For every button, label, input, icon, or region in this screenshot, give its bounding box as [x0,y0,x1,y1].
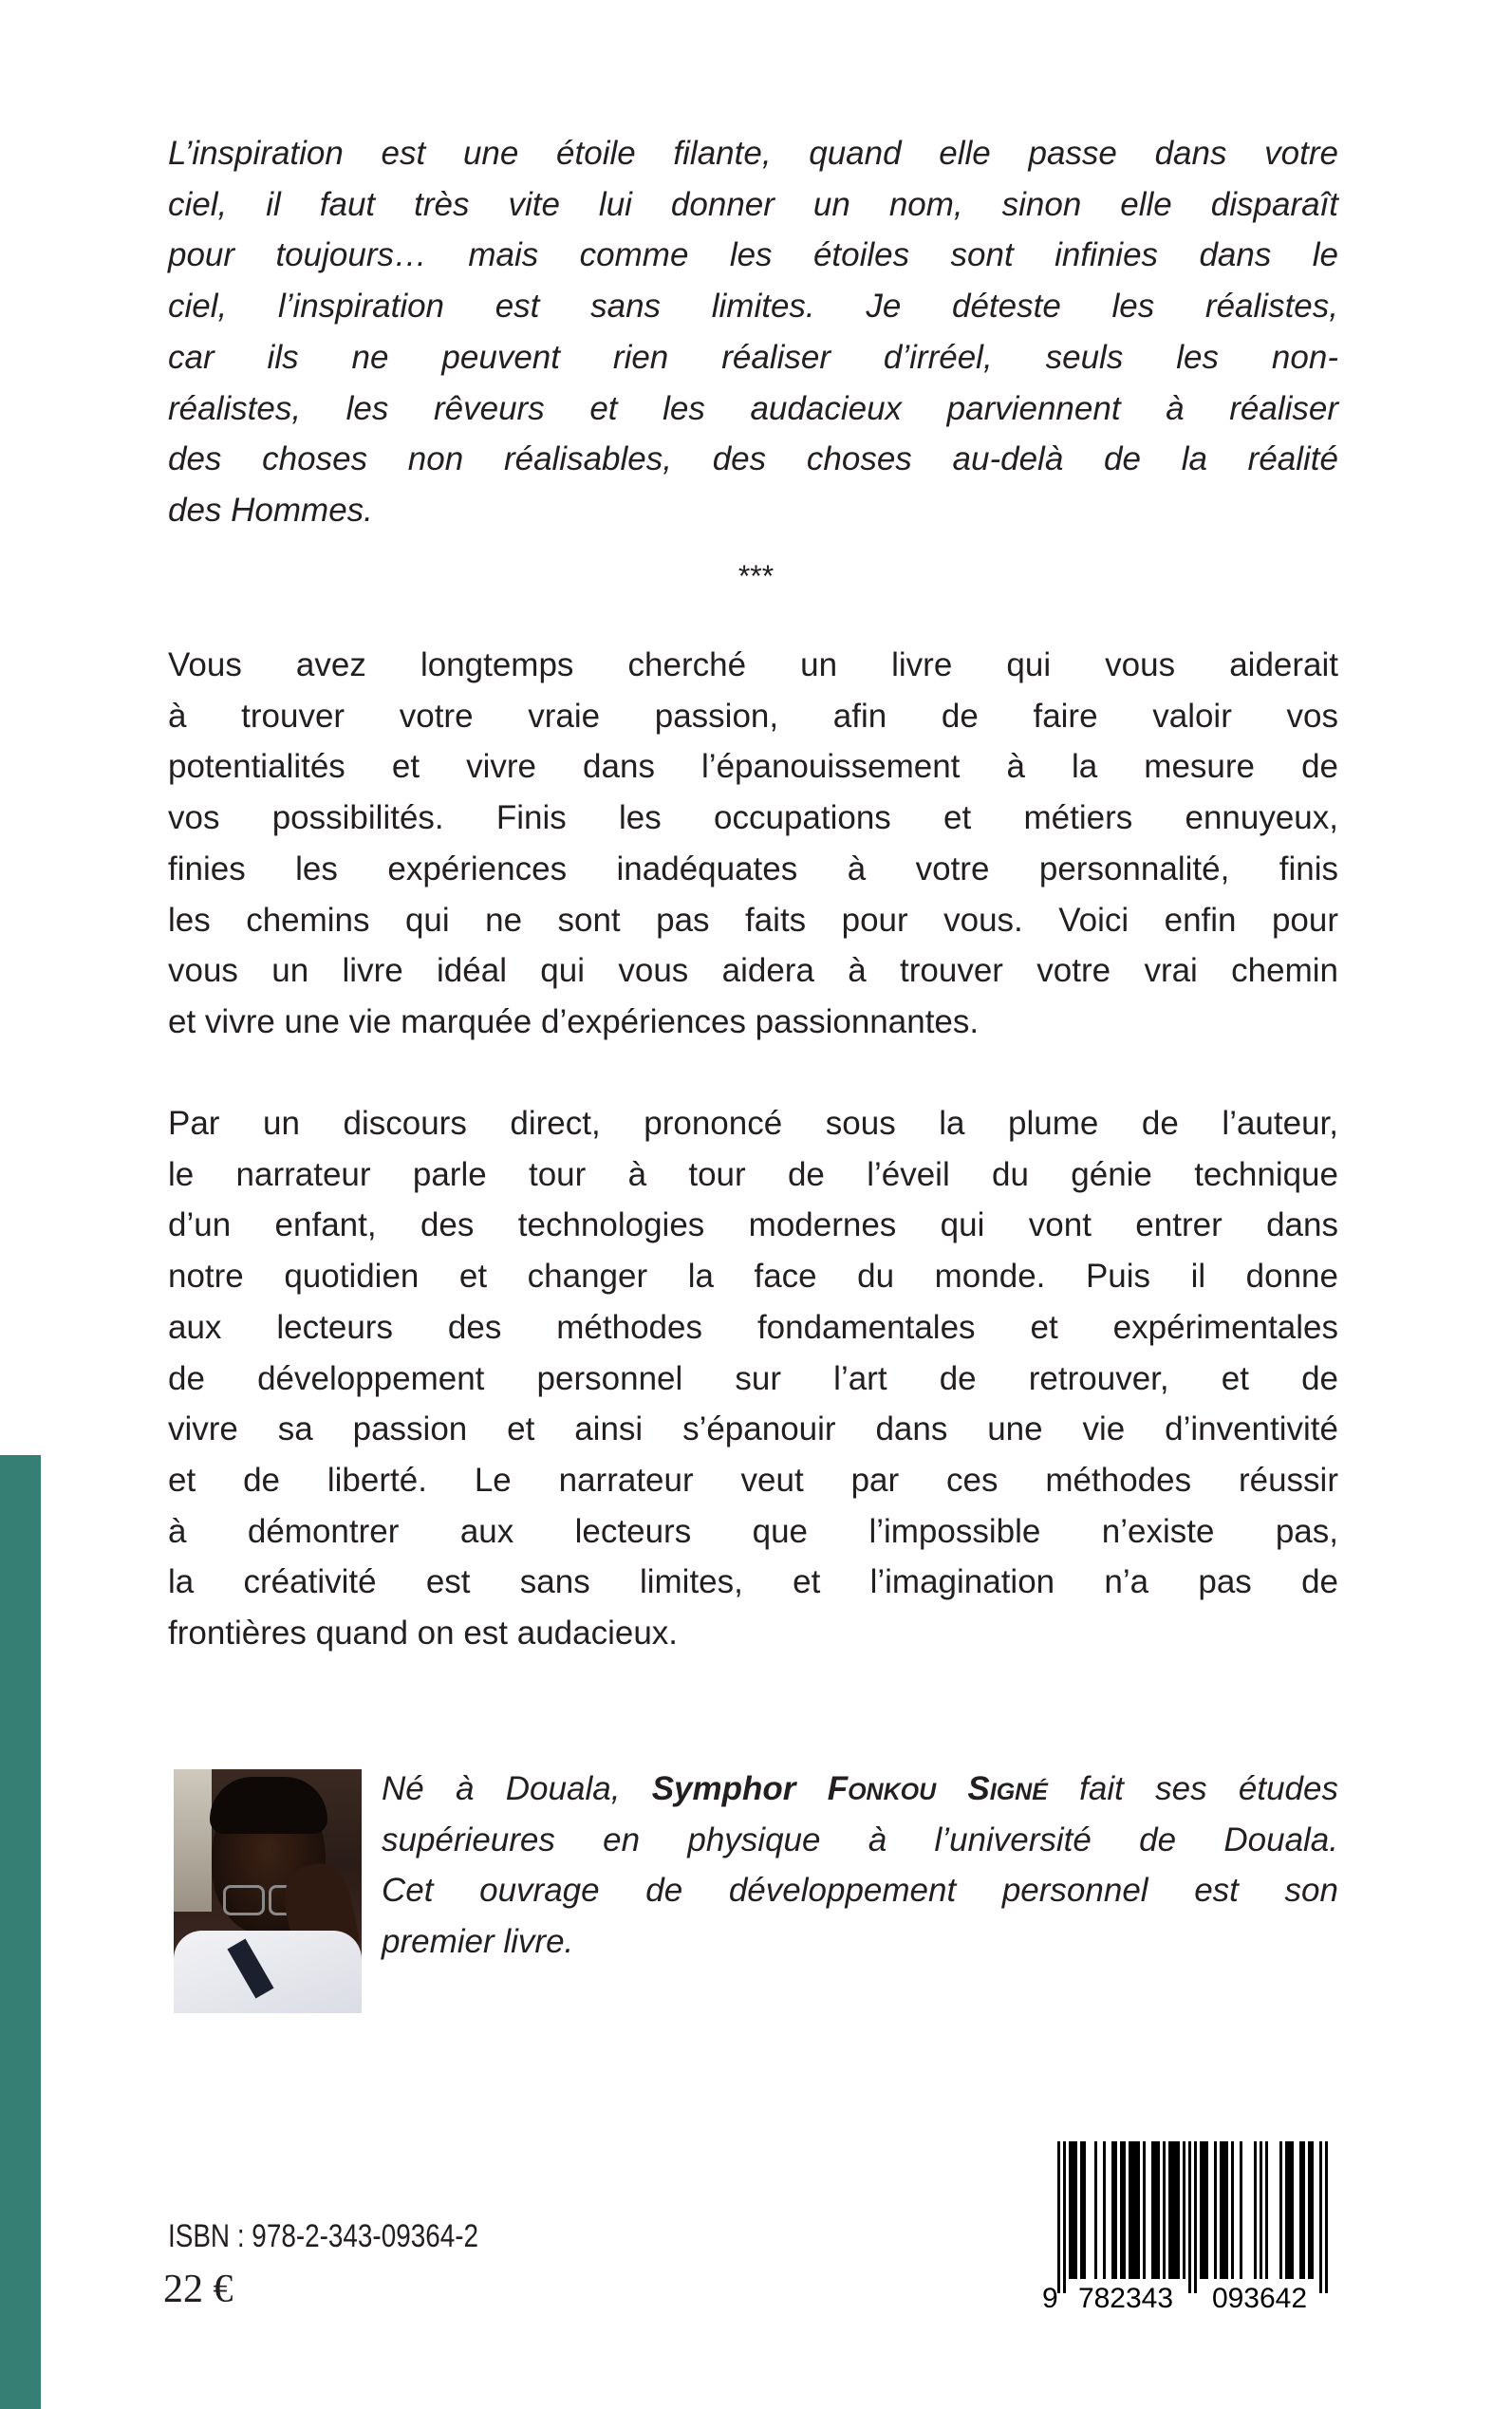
barcode-bar [1285,2141,1288,2279]
text-line: vos possibilités. Finis les occupations et métiers ennuyeux, [168,799,1338,837]
bio-line: supérieures en physique à l’université de Douala. [382,1821,1338,1858]
text-line: à trouver votre vraie passion, afin de faire valoir vos [168,697,1338,735]
barcode-bar [1205,2141,1208,2279]
text-line: Vous avez longtemps cherché un livre qui vous aiderait [168,646,1338,683]
bio-line: Cet ouvrage de développement personnel est son [382,1872,1338,1910]
text-line: aux lecteurs des méthodes fondamentales et expérimentales [168,1308,1338,1346]
text-line: les chemins qui ne sont pas faits pour vous. Voici enfin pour [168,901,1338,939]
barcode-bar [1123,2141,1126,2279]
text-line: car ils ne peuvent rien réaliser d’irréel, seuls les non- [168,338,1338,376]
barcode-bar [1203,2141,1205,2279]
isbn: ISBN : 978-2-343-09364-2 [168,2218,479,2254]
barcode-bar [1134,2141,1137,2279]
barcode-bar [1299,2141,1302,2279]
bio-rest: fait ses études [1047,1770,1338,1807]
barcode-bar [1177,2141,1180,2279]
text-line: L’inspiration est une étoile filante, quand elle passe dans votre [168,135,1338,172]
barcode-bar [1137,2141,1140,2279]
text-line: d’un enfant, des technologies modernes qui vont entrer dans [168,1206,1338,1244]
text-line: ciel, l’inspiration est sans limites. Je déteste les réalistes, [168,288,1338,326]
barcode-bar [1168,2141,1171,2279]
barcode-bar [1114,2141,1117,2279]
barcode-bar [1240,2141,1242,2279]
barcode-bar [1183,2141,1185,2279]
barcode-bar [1174,2141,1177,2279]
blurb-paragraph-2 [168,1098,1338,1659]
barcode-bar [1072,2141,1074,2279]
author-photo [174,1769,362,2013]
text-line: notre quotidien et changer la face du monde. Puis il donne [168,1258,1338,1296]
text-line: la créativité est sans limites, et l’imagination n’a pas de [168,1563,1338,1601]
barcode-bar [1094,2141,1097,2279]
author-bio [382,1764,1338,1968]
barcode-bar [1057,2141,1060,2293]
barcode-bar [1308,2141,1311,2279]
text-line: de développement personnel sur l’art de retrouver, et de [168,1359,1338,1397]
barcode-bar [1069,2141,1072,2279]
barcode-bar [1151,2141,1154,2279]
text-line: et de liberté. Le narrateur veut par ces méthodes réussir [168,1461,1338,1499]
ean13-barcode [1040,2141,1340,2312]
text-line: Par un discours direct, prononcé sous la plume de l’auteur, [168,1105,1338,1142]
opening-quote [168,128,1338,536]
barcode-bar [1254,2141,1257,2279]
barcode-bar [1111,2141,1114,2279]
barcode-bar [1171,2141,1174,2279]
price: 22 € [163,2268,233,2311]
barcode-bar [1225,2141,1228,2279]
barcode-digits: 782343 [1077,2283,1174,2312]
text-line: pour toujours… mais comme les étoiles sont infinies dans le [168,236,1338,274]
text-line: vivre sa passion et ainsi s’épanouir dans une vie d’inventivité [168,1410,1338,1448]
barcode-bar [1120,2141,1123,2279]
barcode-bar [1325,2141,1328,2293]
author-last-name: Fonkou Signé [827,1770,1048,1807]
text-line: des choses non réalisables, des choses au-delà de la réalité [168,440,1338,478]
barcode-bar [1080,2141,1083,2279]
text-line: réalistes, les rêveurs et les audacieux parviennent à réaliser [168,389,1338,427]
barcode-bar [1154,2141,1157,2279]
barcode-bar [1143,2141,1146,2279]
bio-line: premier livre. [382,1923,574,1961]
barcode-bar [1163,2141,1166,2279]
barcode-digits: 9 [1042,2283,1058,2312]
barcode-bar [1291,2141,1294,2279]
text-line: potentialités et vivre dans l’épanouissement à la mesure de [168,748,1338,786]
text-line: frontières quand on est audacieux. [168,1615,679,1653]
barcode-bar [1311,2141,1314,2279]
text-line: et vivre une vie marquée d’expériences passionnantes. [168,1002,980,1040]
barcode-bar [1223,2141,1225,2279]
barcode-bar [1063,2141,1066,2293]
barcode-bar [1214,2141,1217,2279]
barcode-bar [1265,2141,1268,2279]
blurb-paragraph-1 [168,640,1338,1048]
barcode-bar [1288,2141,1291,2279]
section-separator: *** [737,559,775,593]
barcode-bar [1200,2141,1203,2279]
barcode-bar [1131,2141,1134,2279]
barcode-bar [1279,2141,1282,2279]
barcode-bar [1083,2141,1086,2279]
barcode-digits: 093642 [1211,2283,1308,2312]
barcode-bar [1260,2141,1262,2279]
barcode-bar [1231,2141,1234,2279]
bio-prefix: Né à Douala, [382,1770,652,1807]
text-line: ciel, il faut très vite lui donner un nom, sinon elle disparaît [168,185,1338,223]
barcode-bar [1103,2141,1106,2279]
barcode-bar [1220,2141,1223,2279]
barcode-bar [1188,2141,1191,2293]
text-line: des Hommes. [168,491,373,529]
barcode-bar [1194,2141,1197,2293]
barcode-bar [1074,2141,1077,2279]
text-line: à démontrer aux lecteurs que l’impossible n’existe pas, [168,1512,1338,1550]
text-line: vous un livre idéal qui vous aidera à trouver votre vrai chemin [168,952,1338,990]
barcode-bar [1157,2141,1160,2279]
text-line: finies les expériences inadéquates à votre personnalité, finis [168,850,1338,887]
barcode-bar [1319,2141,1322,2293]
spine-color-strip [0,1455,41,2409]
barcode-bar [1302,2141,1305,2279]
barcode-bar [1129,2141,1131,2279]
author-first-name: Symphor [651,1770,796,1807]
text-line: le narrateur parle tour à tour de l’éveil du génie technique [168,1155,1338,1193]
